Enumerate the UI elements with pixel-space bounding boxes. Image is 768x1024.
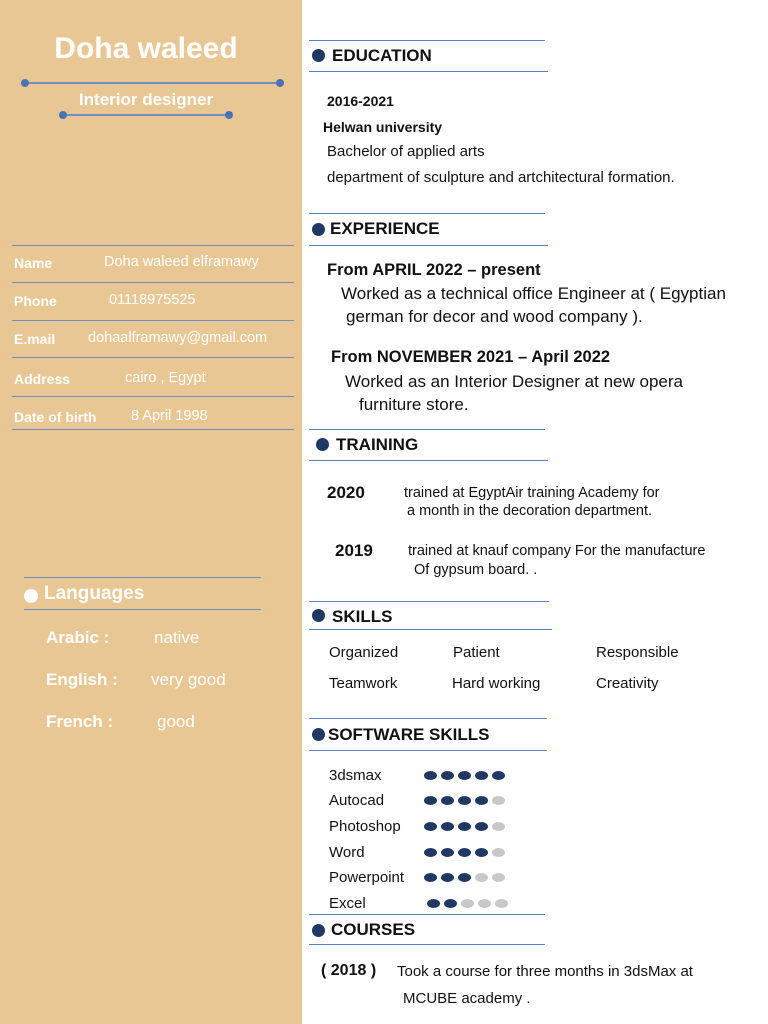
rating-dot-filled	[441, 848, 454, 857]
languages-top-line	[24, 577, 261, 578]
job-description: Worked as an Interior Designer at new opera	[345, 372, 683, 391]
rating-dot-filled	[441, 771, 454, 780]
section-line	[309, 213, 545, 214]
section-line	[309, 629, 552, 630]
info-divider	[12, 282, 294, 283]
rating-dot-filled	[475, 822, 488, 831]
training-description: trained at knauf company For the manufacture	[408, 543, 706, 559]
language-level: native	[154, 628, 200, 647]
languages-bottom-line	[24, 609, 261, 610]
section-line	[309, 71, 548, 72]
rating-dot-empty	[492, 873, 505, 882]
section-bullet-icon	[312, 609, 325, 622]
training-year: 2020	[327, 483, 365, 502]
section-line	[309, 718, 547, 719]
language-level: very good	[151, 670, 226, 689]
education-years: 2016-2021	[327, 93, 394, 109]
job-period: From APRIL 2022 – present	[327, 261, 541, 279]
section-bullet-icon	[312, 728, 325, 741]
experience-title: EXPERIENCE	[330, 219, 440, 238]
language-name: Arabic :	[46, 628, 110, 647]
info-value-name: Doha waleed elframawy	[104, 254, 259, 270]
language-level: good	[157, 712, 195, 731]
rating-dot-filled	[475, 771, 488, 780]
section-bullet-icon	[312, 223, 325, 236]
section-bullet-icon	[316, 438, 329, 451]
software-name: Excel	[329, 895, 366, 912]
rating-dot-filled	[424, 796, 437, 805]
section-line	[309, 40, 545, 41]
rating-dot-filled	[424, 771, 437, 780]
course-year: ( 2018 )	[321, 962, 377, 979]
divider-dot	[59, 111, 67, 119]
rating-dot-filled	[444, 899, 457, 908]
rating-dot-filled	[492, 771, 505, 780]
rating-dot-filled	[424, 822, 437, 831]
divider-dot	[276, 79, 284, 87]
skill-item: Hard working	[452, 675, 541, 692]
job-period: From NOVEMBER 2021 – April 2022	[331, 348, 611, 366]
software-name: Word	[329, 844, 365, 861]
sidebar	[0, 0, 302, 1024]
info-label-birth: Date of birth	[14, 409, 97, 425]
software-name: Photoshop	[329, 818, 401, 835]
info-label-name: Name	[14, 255, 53, 271]
info-label-address: Address	[14, 371, 71, 387]
section-line	[309, 601, 549, 602]
name-divider	[24, 82, 281, 84]
skill-item: Teamwork	[329, 675, 398, 692]
divider-dot	[225, 111, 233, 119]
info-value-email: dohaalframawy@gmail.com	[88, 330, 268, 346]
skill-item: Responsible	[596, 644, 679, 661]
rating-dot-empty	[492, 796, 505, 805]
languages-title: Languages	[44, 583, 145, 604]
job-description: Worked as a technical office Engineer at ( Egyptian	[341, 284, 726, 303]
rating-dot-filled	[458, 796, 471, 805]
education-degree: Bachelor of applied arts	[327, 143, 485, 160]
software-name: Powerpoint	[329, 869, 405, 886]
course-description: MCUBE academy .	[403, 990, 531, 1007]
rating-dot-filled	[475, 796, 488, 805]
rating-dot-filled	[458, 848, 471, 857]
skill-item: Patient	[453, 644, 500, 661]
candidate-name: Doha waleed	[54, 32, 238, 65]
software-skills-title: SOFTWARE SKILLS	[328, 725, 490, 744]
rating-dot-filled	[458, 771, 471, 780]
rating-dot-empty	[492, 822, 505, 831]
role-divider	[62, 114, 230, 116]
course-description: Took a course for three months in 3dsMax at	[397, 963, 693, 980]
info-value-phone: 01118975525	[109, 292, 196, 308]
rating-dot-filled	[424, 848, 437, 857]
info-divider	[12, 357, 294, 358]
section-bullet-icon	[312, 49, 325, 62]
info-divider	[12, 429, 294, 430]
section-line	[309, 914, 545, 915]
info-value-address: cairo , Egypt	[125, 370, 206, 386]
info-divider	[12, 320, 294, 321]
section-line	[309, 944, 545, 945]
info-value-birth: 8 April 1998	[131, 408, 208, 424]
rating-dot-empty	[461, 899, 474, 908]
language-name: French :	[46, 712, 114, 731]
education-title: EDUCATION	[332, 46, 432, 65]
job-description: furniture store.	[359, 395, 469, 414]
rating-dot-filled	[441, 873, 454, 882]
education-department: department of sculpture and artchitectural formation.	[327, 169, 675, 186]
rating-dot-filled	[424, 873, 437, 882]
skill-item: Organized	[329, 644, 399, 661]
rating-dot-empty	[495, 899, 508, 908]
software-name: 3dsmax	[329, 767, 382, 784]
rating-dot-filled	[441, 796, 454, 805]
info-divider	[12, 396, 294, 397]
training-title: TRAINING	[336, 435, 419, 454]
language-name: English :	[46, 670, 118, 689]
section-line	[309, 750, 547, 751]
courses-title: COURSES	[331, 920, 416, 939]
section-line	[309, 429, 545, 430]
languages-bullet-icon	[24, 589, 38, 603]
training-description: a month in the decoration department.	[407, 503, 653, 519]
job-description: german for decor and wood company ).	[346, 307, 643, 326]
section-bullet-icon	[312, 924, 325, 937]
rating-dot-empty	[475, 873, 488, 882]
rating-dot-filled	[458, 822, 471, 831]
training-description: Of gypsum board. .	[414, 562, 538, 578]
rating-dot-filled	[475, 848, 488, 857]
rating-dot-filled	[441, 822, 454, 831]
education-school: Helwan university	[323, 119, 443, 135]
job-title: Interior designer	[78, 90, 214, 109]
training-description: trained at EgyptAir training Academy for	[404, 485, 660, 501]
rating-dot-empty	[492, 848, 505, 857]
info-divider	[12, 245, 294, 246]
rating-dot-filled	[458, 873, 471, 882]
skill-item: Creativity	[596, 675, 659, 692]
section-line	[309, 460, 548, 461]
section-line	[309, 245, 548, 246]
divider-dot	[21, 79, 29, 87]
rating-dot-filled	[427, 899, 440, 908]
rating-dot-empty	[478, 899, 491, 908]
info-label-phone: Phone	[14, 293, 57, 309]
skills-title: SKILLS	[332, 607, 393, 626]
training-year: 2019	[335, 541, 373, 560]
info-label-email: E.mail	[14, 331, 56, 347]
software-name: Autocad	[329, 792, 385, 809]
